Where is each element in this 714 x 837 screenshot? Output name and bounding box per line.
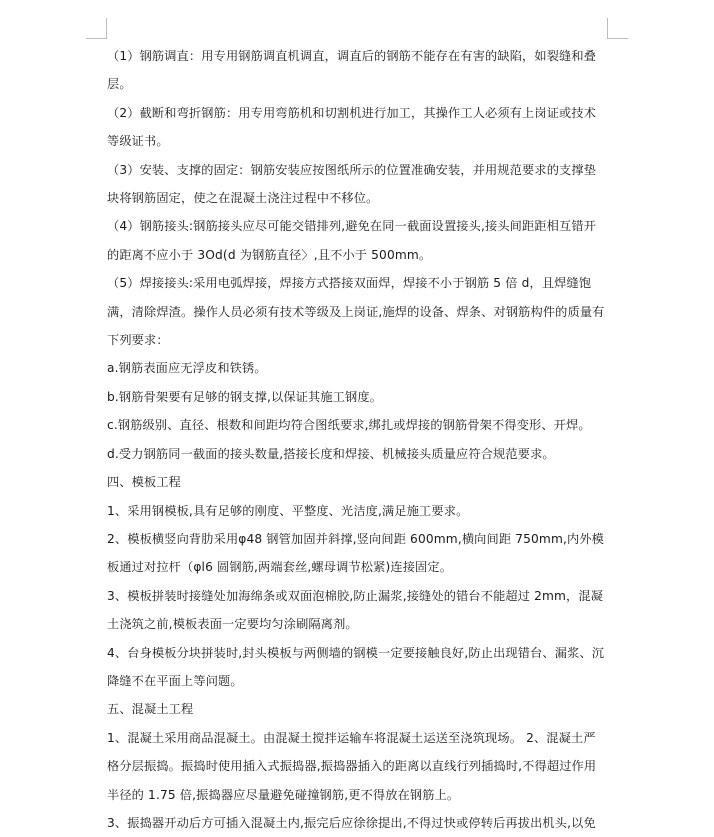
list-item-a: a.钢筋表面应无浮皮和铁锈。 xyxy=(107,361,267,376)
list-item-b: b.钢筋骨架要有足够的钢支撑,以保证其施工钢度。 xyxy=(107,389,383,404)
paragraph-welded-joints: （5）焊接接头:采用电弧焊接，焊接方式搭接双面焊，焊接不小于钢筋 5 倍 d，且焊缝饱满，清除焊渣。操作人员必须有技术等级及上岗证,施焊的设备、焊条、对钢筋构件的质量有下列要求： xyxy=(107,276,605,348)
section-heading-concrete: 五、混凝土工程 xyxy=(107,702,194,717)
list-item-c: c.钢筋级别、直径、根数和间距均符合图纸要求,绑扎或焊接的钢筋骨架不得变形、开焊。 xyxy=(107,418,591,433)
paragraph-rebar-cutting-bending: （2）截断和弯折钢筋：用专用弯筋机和切割机进行加工，其操作工人必须有上岗证或技术等级证书。 xyxy=(107,105,597,149)
crop-mark-top-left xyxy=(86,18,107,39)
paragraph-formwork-2: 2、模板横竖向背肋采用φ48 钢管加固并斜撑,竖向间距 600mm,横向间距 750mm,内外模板通过对拉杆（φl6 圆钢筋,两端套丝,螺母调节松紧)连接固定。 xyxy=(107,531,605,575)
paragraph-concrete-1-2: 1、混凝土采用商品混凝土。由混凝土搅拌运输车将混凝土运送至浇筑现场。 2、混凝土严格分层振捣。振捣时使用插入式振捣器,振捣器插入的距离以直线行列插捣时,不得超过作用半径的 1.75 倍,振捣器应尽量避免碰撞钢筋,更不得放在钢筋上。 xyxy=(107,730,597,802)
paragraph-formwork-4: 4、台身模板分块拼装时,封头模板与两侧墙的钢模一定要接触良好,防止出现错台、漏浆、沉降缝不在平面上等问题。 xyxy=(107,645,605,688)
section-heading-formwork: 四、模板工程 xyxy=(107,475,182,490)
paragraph-formwork-1: 1、采用钢模板,具有足够的刚度、平整度、光洁度,满足施工要求。 xyxy=(107,503,469,518)
paragraph-formwork-3: 3、模板拼装时接缝处加海绵条或双面泡棉胶,防止漏浆,接缝处的错台不能超过 2mm，混凝土浇筑之前,模板表面一定要均匀涂刷隔离剂。 xyxy=(107,588,604,632)
crop-mark-top-right xyxy=(607,18,628,39)
paragraph-rebar-joints: （4）钢筋接头:钢筋接头应尽可能交错排列,避免在同一截面设置接头,接头间距距相互错开的距离不应小于 3Od(d 为钢筋直径〉,且不小于 500mm。 xyxy=(107,219,597,262)
list-item-d: d.受力钢筋同一截面的接头数量,搭接长度和焊接、机械接头质量应符合规范要求。 xyxy=(107,446,555,461)
paragraph-rebar-installation: （3）安装、支撑的固定：钢筋安装应按图纸所示的位置准确安装，并用规范要求的支撑垫块将钢筋固定，使之在混凝土浇注过程中不移位。 xyxy=(107,162,597,206)
paragraph-concrete-3: 3、振捣器开动后方可插入混凝土内,振完后应徐徐提出,不得过快或停转后再拔出机头,以免 xyxy=(107,815,596,830)
document-body xyxy=(107,42,607,837)
paragraph-rebar-straightening: （1）钢筋调直：用专用钢筋调直机调直，调直后的钢筋不能存在有害的缺陷，如裂缝和叠层。 xyxy=(107,49,597,92)
